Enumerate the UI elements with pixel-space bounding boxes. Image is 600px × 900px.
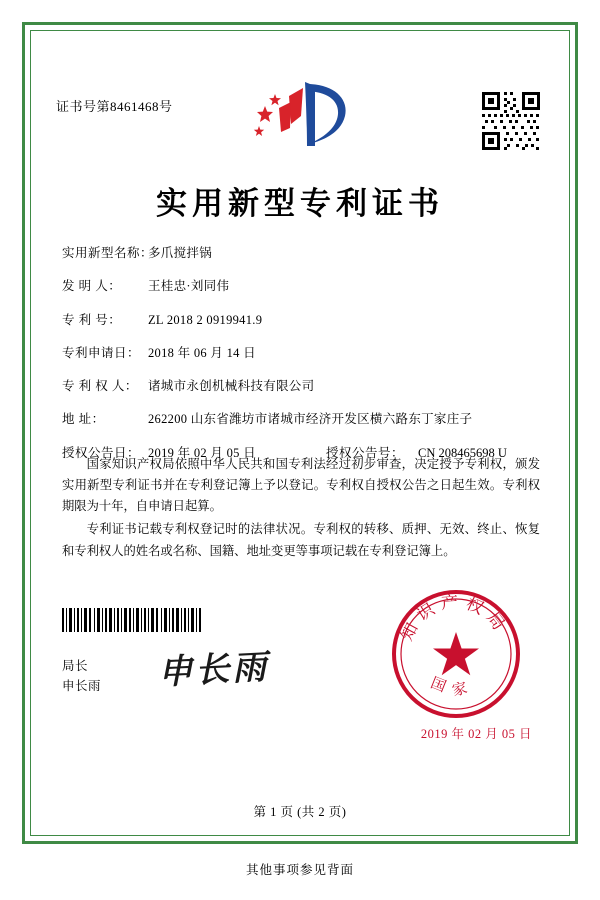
field-value-secondary: CN 208465698 U — [418, 445, 507, 460]
qr-code — [480, 90, 542, 152]
legal-paragraph: 国家知识产权局依照中华人民共和国专利法经过初步审查，决定授予专利权，颁发实用新型专利证书并在专利登记簿上予以登记。专利权自授权公告之日起生效。专利权期限为十年，自申请日起算。 — [62, 457, 540, 514]
field-row-address — [62, 410, 542, 429]
cnipa-logo-icon — [245, 78, 355, 152]
official-seal — [390, 588, 522, 720]
svg-text:知识产权局: 知识产权局 — [396, 592, 512, 644]
certificate-content — [48, 48, 552, 824]
signature-role: 局长 — [62, 659, 89, 673]
field-value: 262200 山东省潍坊市诸城市经济开发区横六路东丁家庄子 — [148, 412, 473, 427]
signature-block — [62, 656, 101, 696]
footer-note: 其他事项参见背面 — [245, 863, 354, 877]
field-label: 实用新型名称： — [62, 246, 154, 260]
signature-name: 申长雨 — [62, 679, 102, 693]
field-label: 专利申请日： — [62, 345, 141, 360]
field-label: 专 利 权 人： — [62, 379, 138, 393]
field-value: 多爪搅拌锅 — [148, 246, 213, 260]
field-row-name — [62, 244, 542, 263]
seal-date: 2019 年 02 月 05 日 — [420, 727, 532, 741]
field-label-secondary: 授权公告号： — [326, 445, 405, 460]
field-row-application-date — [62, 344, 542, 363]
field-label: 发 明 人： — [62, 279, 122, 294]
page-number: 第 1 页 (共 2 页) — [253, 805, 347, 819]
legal-paragraph: 专利证书记载专利权登记时的法律状况。专利权的转移、质押、无效、终止、恢复和专利权人的姓名或名称、国籍、地址变更等事项记载在专利登记簿上。 — [62, 522, 540, 558]
field-value: ZL 2018 2 0919941.9 — [148, 312, 263, 327]
page-title: 实用新型专利证书 — [156, 186, 444, 221]
field-label: 专 利 号： — [62, 312, 122, 327]
field-row-patentee — [62, 377, 542, 396]
field-value: 2019 年 02 月 05 日 — [148, 445, 256, 460]
field-row-inventor — [62, 277, 542, 296]
handwritten-signature: 申长雨 — [157, 649, 271, 692]
legal-text — [62, 454, 540, 564]
field-value: 诸城市永创机械科技有限公司 — [148, 379, 315, 393]
field-label: 地 址： — [62, 412, 105, 427]
field-value: 王桂忠·刘同伟 — [148, 279, 230, 294]
svg-text:国家: 国家 — [428, 675, 479, 700]
field-value: 2018 年 06 月 14 日 — [148, 345, 256, 360]
barcode — [62, 608, 202, 632]
field-label: 授权公告日： — [62, 445, 141, 460]
certificate-number: 证书号第8461468号 — [56, 99, 173, 114]
field-row-patent-number — [62, 311, 542, 330]
field-list — [62, 244, 542, 477]
